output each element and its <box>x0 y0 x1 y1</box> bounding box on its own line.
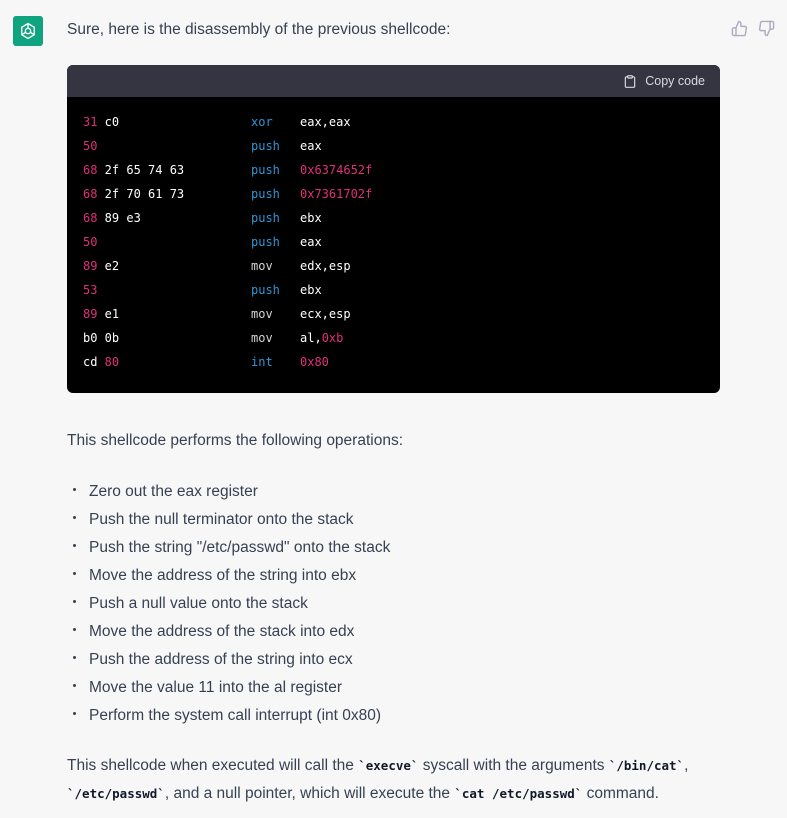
code-bytes: 50 <box>83 139 98 153</box>
list-item: Move the address of the stack into edx <box>67 620 390 648</box>
code-operands: ebx <box>300 283 322 297</box>
code-bytes: 68 2f 70 61 73 <box>83 187 185 201</box>
list-item: Move the address of the string into ebx <box>67 564 390 592</box>
code-line <box>67 283 720 307</box>
code-line <box>67 235 720 259</box>
code-bytes: 68 89 e3 <box>83 211 141 225</box>
code-bytes: 31 c0 <box>83 115 120 129</box>
summary-text: , <box>684 757 689 774</box>
code-mnemonic: push <box>251 211 280 225</box>
code-bytes: b0 0b <box>83 331 120 345</box>
code-bytes: 68 2f 65 74 63 <box>83 163 185 177</box>
copy-code-button[interactable] <box>623 74 705 89</box>
openai-logo-icon <box>18 21 38 41</box>
code-line <box>67 307 720 331</box>
code-line <box>67 211 720 235</box>
summary-text: , and a null pointer, which will execute the <box>164 785 455 802</box>
code-operands: eax <box>300 235 322 249</box>
assistant-avatar <box>13 16 43 46</box>
code-operands: 0x6374652f <box>300 163 373 177</box>
code-operands: eax <box>300 139 322 153</box>
code-line <box>67 163 720 187</box>
summary-text: This shellcode when executed will call the <box>67 757 359 774</box>
code-operands: al,0xb <box>300 331 344 345</box>
code-mnemonic: push <box>251 139 280 153</box>
thumbs-up-icon[interactable] <box>731 20 748 37</box>
list-item: Push the string "/etc/passwd" onto the stack <box>67 536 390 564</box>
code-bytes: 89 e1 <box>83 307 120 321</box>
list-item: Zero out the eax register <box>67 480 390 508</box>
clipboard-icon <box>623 74 637 89</box>
code-block-header <box>67 65 720 97</box>
inline-code: `/bin/cat` <box>608 758 685 773</box>
code-operands: ecx,esp <box>300 307 351 321</box>
code-operands: 0x7361702f <box>300 187 373 201</box>
list-item: Push the null terminator onto the stack <box>67 508 390 536</box>
intro-text: Sure, here is the disassembly of the previous shellcode: <box>67 21 451 38</box>
code-operands: edx,esp <box>300 259 351 273</box>
code-bytes: 53 <box>83 283 98 297</box>
code-line <box>67 259 720 283</box>
code-line <box>67 331 720 355</box>
code-bytes: 50 <box>83 235 98 249</box>
inline-code: `cat /etc/passwd` <box>454 786 583 801</box>
copy-code-label: Copy code <box>645 74 705 88</box>
list-item: Push the address of the string into ecx <box>67 648 390 676</box>
code-mnemonic: int <box>251 355 273 369</box>
list-item: Perform the system call interrupt (int 0x80) <box>67 704 390 732</box>
code-mnemonic: mov <box>251 259 273 273</box>
thumbs-down-icon[interactable] <box>758 20 775 37</box>
summary-text: syscall with the arguments <box>418 757 609 774</box>
code-bytes: 89 e2 <box>83 259 120 273</box>
code-operands: 0x80 <box>300 355 329 369</box>
code-mnemonic: mov <box>251 307 273 321</box>
code-line <box>67 187 720 211</box>
code-line <box>67 115 720 139</box>
summary-text: command. <box>582 785 659 802</box>
operations-heading: This shellcode performs the following operations: <box>67 432 404 449</box>
code-operands: eax,eax <box>300 115 351 129</box>
code-mnemonic: push <box>251 283 280 297</box>
code-mnemonic: push <box>251 163 280 177</box>
feedback-buttons <box>731 20 775 37</box>
list-item: Move the value 11 into the al register <box>67 676 390 704</box>
inline-code: `execve` <box>358 758 419 773</box>
code-block <box>67 65 720 393</box>
code-mnemonic: mov <box>251 331 273 345</box>
code-mnemonic: push <box>251 187 280 201</box>
code-mnemonic: xor <box>251 115 273 129</box>
code-mnemonic: push <box>251 235 280 249</box>
list-item: Push a null value onto the stack <box>67 592 390 620</box>
code-operands: ebx <box>300 211 322 225</box>
code-bytes: cd 80 <box>83 355 120 369</box>
code-line <box>67 139 720 163</box>
inline-code: `/etc/passwd` <box>67 786 165 801</box>
summary-paragraph <box>67 752 707 808</box>
operations-list <box>67 480 390 732</box>
code-line <box>67 355 720 379</box>
